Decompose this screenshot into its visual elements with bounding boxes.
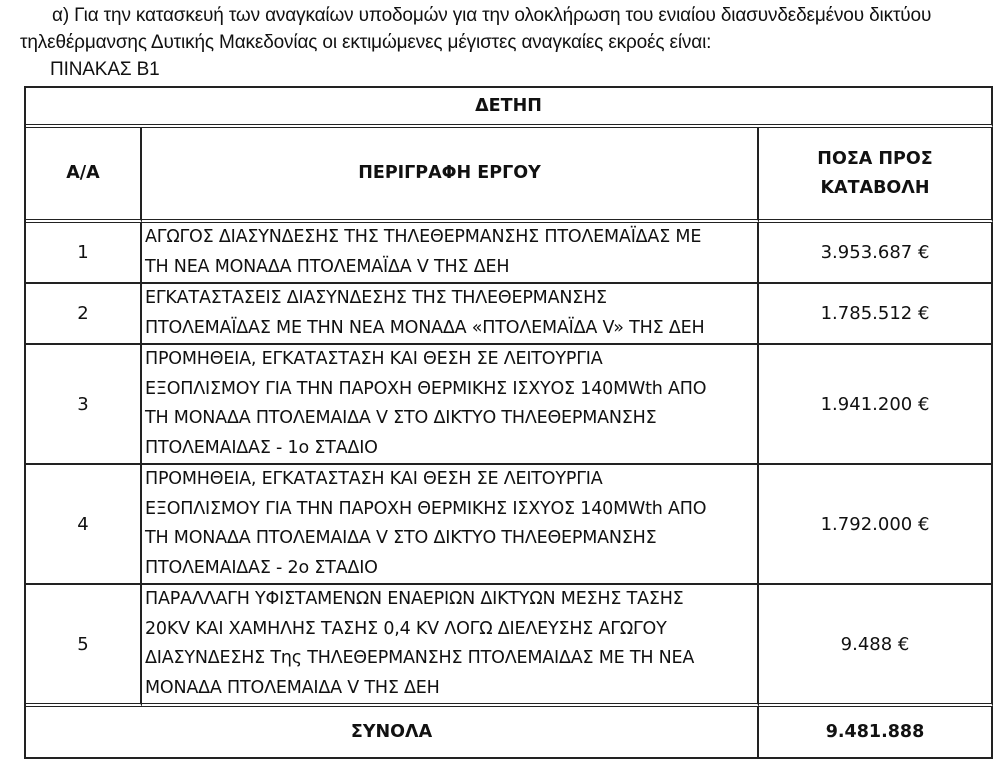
column-header-amount-line-2: ΚΑΤΑΒΟΛΗ	[820, 177, 930, 198]
description-line: ΠΤΟΛΕΜΑΙΔΑΣ - 2ο ΣΤΑΔΙΟ	[145, 557, 378, 578]
row-amount: 3.953.687 €	[759, 223, 993, 284]
row-amount: 1.785.512 €	[759, 284, 993, 345]
description-line: ΤΗ ΜΟΝΑΔΑ ΠΤΟΛΕΜΑΙΔΑ V ΣΤΟ ΔΙΚΤΥΟ ΤΗΛΕΘΕΡΜΑΝΣΗΣ	[145, 528, 657, 548]
description-line: ΤΗ ΜΟΝΑΔΑ ΠΤΟΛΕΜΑΙΔΑ V ΣΤΟ ΔΙΚΤΥΟ ΤΗΛΕΘΕΡΜΑΝΣΗΣ	[145, 408, 657, 428]
column-header-amount	[759, 128, 993, 223]
row-description	[142, 585, 759, 707]
description-line: ΑΓΩΓΟΣ ΔΙΑΣΥΝΔΕΣΗΣ ΤΗΣ ΤΗΛΕΘΕΡΜΑΝΣΗΣ ΠΤΟΛΕΜΑΪΔΑΣ ΜΕ	[145, 227, 702, 247]
column-header-aa: Α/Α	[26, 128, 142, 223]
table-header-row	[26, 128, 993, 223]
table-row	[26, 345, 993, 465]
description-line: ΔΙΑΣΥΝΔΕΣΗΣ Της ΤΗΛΕΘΕΡΜΑΝΣΗΣ ΠΤΟΛΕΜΑΙΔΑΣ ΜΕ ΤΗ ΝΕΑ	[145, 648, 695, 668]
description-line: ΠΤΟΛΕΜΑΙΔΑΣ - 1ο ΣΤΑΔΙΟ	[145, 437, 378, 458]
totals-row	[26, 707, 993, 759]
table-row	[26, 223, 993, 284]
table-title: ΔΕΤΗΠ	[26, 88, 993, 128]
description-line: ΠΑΡΑΛΛΑΓΗ ΥΦΙΣΤΑΜΕΝΩΝ ΕΝΑΕΡΙΩΝ ΔΙΚΤΥΩΝ ΜΕΣΗΣ ΤΑΣΗΣ	[145, 589, 684, 609]
table-label: ΠΙΝΑΚΑΣ Β1	[50, 59, 160, 80]
row-description	[142, 284, 759, 345]
description-line: ΕΞΟΠΛΙΣΜΟΥ ΓΙΑ ΤΗΝ ΠΑΡΟΧΗ ΘΕΡΜΙΚΗΣ ΙΣΧΥΟΣ 140MWth ΑΠΟ	[145, 498, 707, 519]
budget-table	[24, 86, 993, 759]
row-amount: 1.941.200 €	[759, 345, 993, 465]
row-number: 3	[26, 345, 142, 465]
row-amount: 1.792.000 €	[759, 465, 993, 585]
table-row	[26, 465, 993, 585]
intro-line-2: τηλεθέρμανσης Δυτικής Μακεδονίας οι εκτιμώμενες μέγιστες αναγκαίες εκροές είναι:	[20, 32, 712, 53]
column-header-description: ΠΕΡΙΓΡΑΦΗ ΕΡΓΟΥ	[142, 128, 759, 223]
description-line: ΠΡΟΜΗΘΕΙΑ, ΕΓΚΑΤΑΣΤΑΣΗ ΚΑΙ ΘΕΣΗ ΣΕ ΛΕΙΤΟΥΡΓΙΑ	[145, 349, 603, 369]
row-description	[142, 223, 759, 284]
description-line: ΠΡΟΜΗΘΕΙΑ, ΕΓΚΑΤΑΣΤΑΣΗ ΚΑΙ ΘΕΣΗ ΣΕ ΛΕΙΤΟΥΡΓΙΑ	[145, 469, 603, 489]
description-line: ΠΤΟΛΕΜΑΪΔΑΣ ΜΕ ΤΗΝ ΝΕΑ ΜΟΝΑΔΑ «ΠΤΟΛΕΜΑΪΔΑ V» ΤΗΣ ΔΕΗ	[145, 317, 705, 338]
table-row	[26, 585, 993, 707]
intro-line-1: α) Για την κατασκευή των αναγκαίων υποδομών για την ολοκλήρωση του ενιαίου διασυνδεδεμένου δικτύου	[52, 5, 932, 26]
table-title-row	[26, 88, 993, 128]
description-line: ΜΟΝΑΔΑ ΠΤΟΛΕΜΑΙΔΑ V ΤΗΣ ΔΕΗ	[145, 677, 440, 698]
column-header-amount-line-1: ΠΟΣΑ ΠΡΟΣ	[817, 148, 933, 169]
description-line: 20KV ΚΑΙ ΧΑΜΗΛΗΣ ΤΑΣΗΣ 0,4 KV ΛΟΓΩ ΔΙΕΛΕΥΣΗΣ ΑΓΩΓΟΥ	[145, 618, 667, 639]
row-number: 5	[26, 585, 142, 707]
intro-paragraph	[20, 2, 995, 83]
totals-value: 9.481.888	[759, 707, 993, 759]
row-amount: 9.488 €	[759, 585, 993, 707]
table-row	[26, 284, 993, 345]
row-number: 4	[26, 465, 142, 585]
description-line: ΤΗ ΝΕΑ ΜΟΝΑΔΑ ΠΤΟΛΕΜΑΪΔΑ V ΤΗΣ ΔΕΗ	[145, 256, 510, 277]
description-line: ΕΞΟΠΛΙΣΜΟΥ ΓΙΑ ΤΗΝ ΠΑΡΟΧΗ ΘΕΡΜΙΚΗΣ ΙΣΧΥΟΣ 140MWth ΑΠΟ	[145, 378, 707, 399]
row-description	[142, 465, 759, 585]
row-number: 2	[26, 284, 142, 345]
row-number: 1	[26, 223, 142, 284]
totals-label: ΣΥΝΟΛΑ	[26, 707, 759, 759]
row-description	[142, 345, 759, 465]
description-line: ΕΓΚΑΤΑΣΤΑΣΕΙΣ ΔΙΑΣΥΝΔΕΣΗΣ ΤΗΣ ΤΗΛΕΘΕΡΜΑΝΣΗΣ	[145, 288, 607, 308]
